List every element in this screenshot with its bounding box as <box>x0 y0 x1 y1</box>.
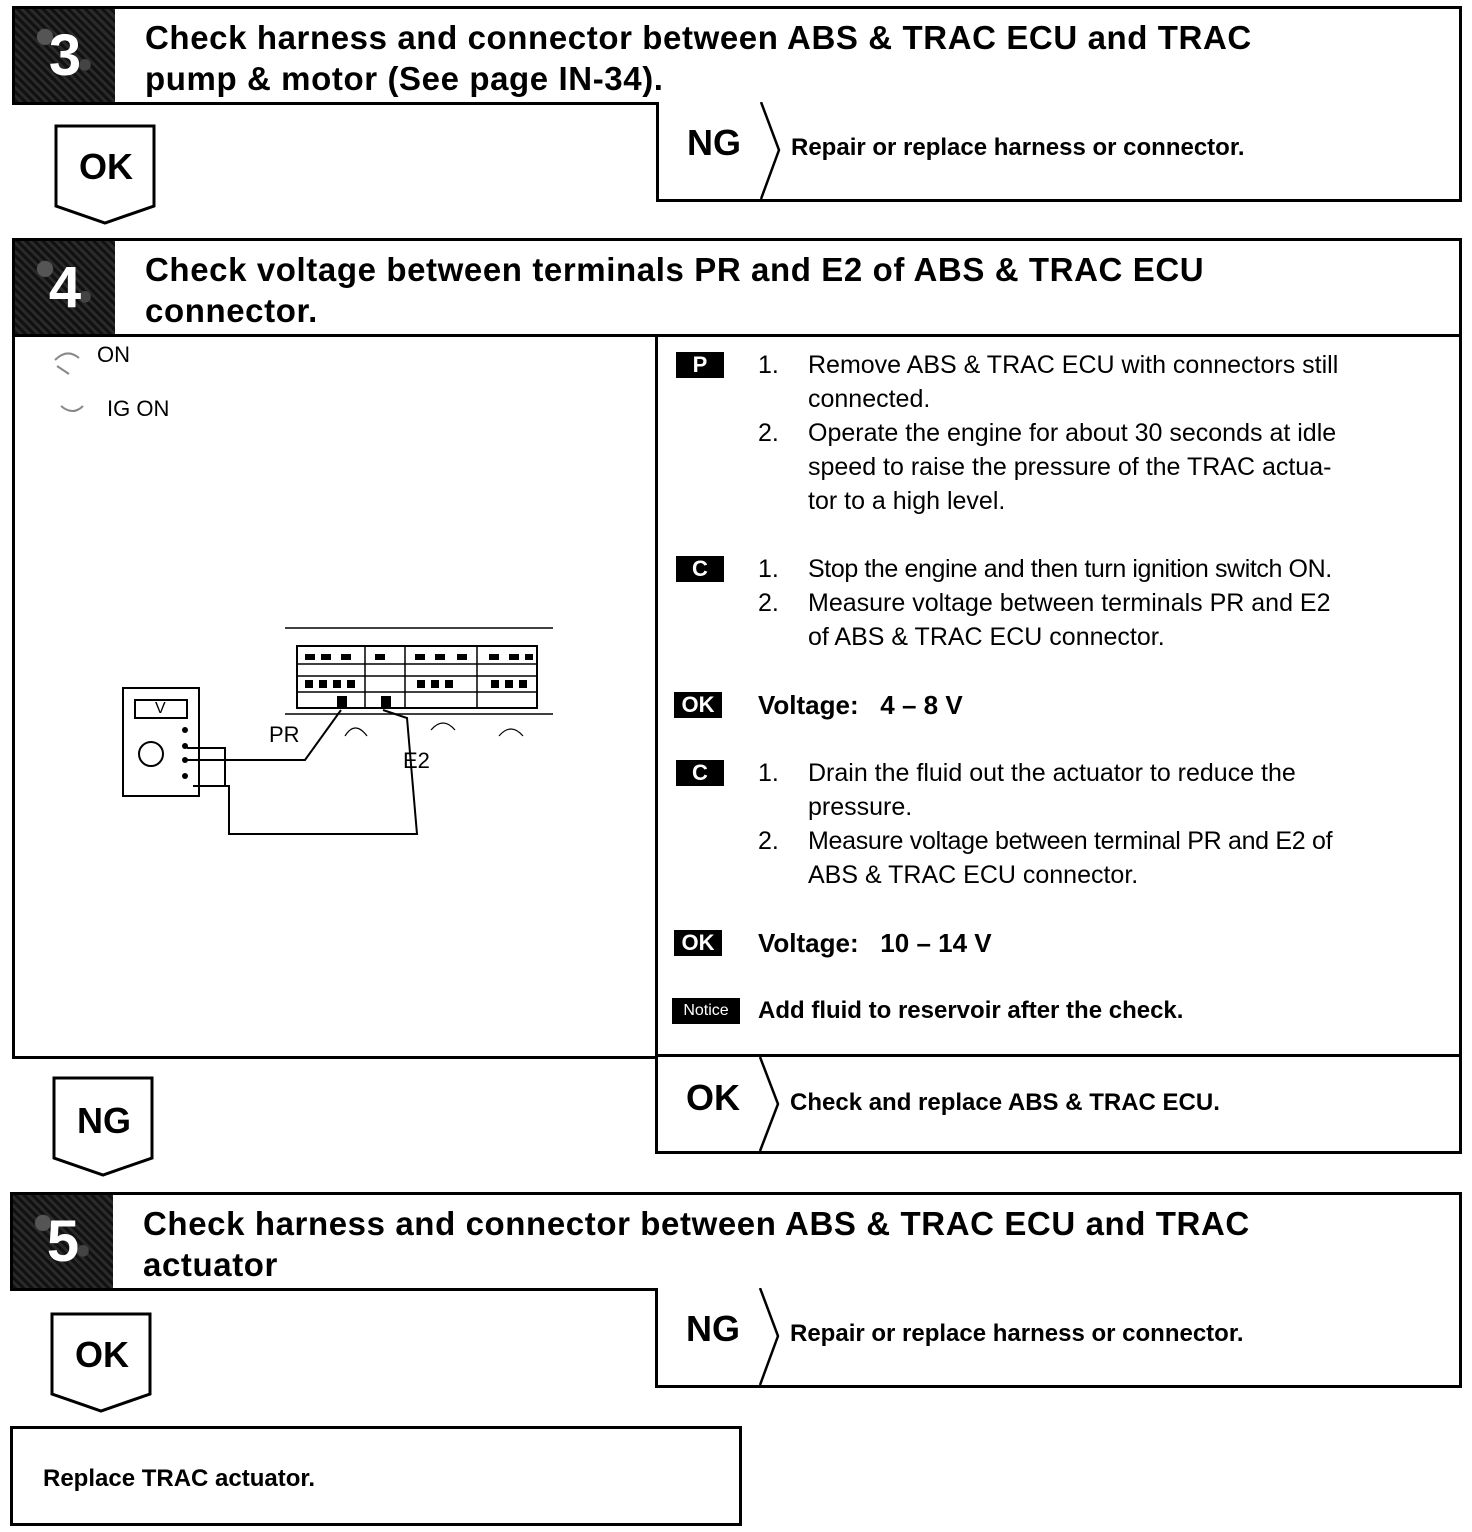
step5-ng-text: Repair or replace harness or connector. <box>790 1320 1244 1347</box>
step3-ng-box <box>656 102 1462 202</box>
step4-ok-chevron <box>758 1057 782 1151</box>
step4-diagram-panel <box>12 334 657 1059</box>
badge-c-2: C <box>676 760 724 786</box>
c2-item2-line2: ABS & TRAC ECU connector. <box>808 861 1139 889</box>
ecu-connector-diagram <box>105 614 565 844</box>
p-item2-line3: tor to a high level. <box>808 487 1006 515</box>
step5-ng-label: NG <box>686 1308 740 1349</box>
step5-ok-label: OK <box>75 1334 129 1375</box>
step4-ok-text: Check and replace ABS & TRAC ECU. <box>790 1089 1220 1116</box>
badge-notice: Notice <box>672 998 740 1024</box>
step3-number-badge: 3 <box>15 9 115 102</box>
badge-p: P <box>676 352 724 378</box>
diagram-e2-label: E2 <box>403 748 430 773</box>
diagram-on-label: ON <box>97 342 130 367</box>
badge-ok-2: OK <box>674 930 722 956</box>
c1-item1-num: 1. <box>758 555 779 583</box>
step5-header <box>10 1192 1462 1291</box>
notice-text: Add fluid to reservoir after the check. <box>758 997 1184 1024</box>
c1-item1-line1: Stop the engine and then turn ignition switch ON. <box>808 555 1332 583</box>
step5-title-line2: actuator <box>143 1246 278 1283</box>
meter-v-label: V <box>155 700 166 717</box>
c2-item1-line1: Drain the fluid out the actuator to reduce the <box>808 759 1296 787</box>
step4-ok-label: OK <box>686 1077 740 1118</box>
badge-c-1: C <box>676 556 724 582</box>
p-item2-line1: Operate the engine for about 30 seconds at idle <box>808 419 1337 447</box>
step3-title-line1: Check harness and connector between ABS & TRAC ECU and TRAC <box>145 19 1252 56</box>
final-action-text: Replace TRAC actuator. <box>43 1465 316 1492</box>
c1-item2-line2: of ABS & TRAC ECU connector. <box>808 623 1165 651</box>
step4-ng-label: NG <box>77 1100 131 1141</box>
step4-ok-box <box>655 1054 1462 1154</box>
p-item1-num: 1. <box>758 351 779 379</box>
step3-title-line2: pump & motor (See page IN-34). <box>145 60 664 97</box>
step5-ng-chevron <box>758 1288 782 1385</box>
c1-item2-num: 2. <box>758 589 779 617</box>
p-item1-line2: connected. <box>808 385 931 413</box>
step3-ng-label: NG <box>687 122 741 163</box>
c2-item2-line1: Measure voltage between terminal PR and E2 of <box>808 827 1333 855</box>
p-item2-num: 2. <box>758 419 779 447</box>
ok1-spec: Voltage: 4 – 8 V <box>758 690 963 720</box>
diagram-ig-on-label: IG ON <box>107 396 170 421</box>
badge-ok-1: OK <box>674 692 722 718</box>
p-item2-line2: speed to raise the pressure of the TRAC actua- <box>808 453 1332 481</box>
step3-ok-label: OK <box>79 146 133 187</box>
step5-title <box>143 1203 1419 1285</box>
step3-header <box>12 6 1462 105</box>
final-action-box <box>10 1426 742 1526</box>
step3-title <box>145 17 1419 99</box>
step4-title <box>145 249 1419 331</box>
step4-header <box>12 238 1462 337</box>
diagram-pr-label: PR <box>269 722 300 747</box>
step5-ng-box <box>655 1288 1462 1388</box>
step4-title-line2: connector. <box>145 292 318 329</box>
step4-number-badge: 4 <box>15 241 115 334</box>
step5-number-badge: 5 <box>13 1195 113 1288</box>
ignition-key-icon <box>49 344 89 414</box>
p-item1-line1: Remove ABS & TRAC ECU with connectors still <box>808 351 1339 379</box>
ok2-spec: Voltage: 10 – 14 V <box>758 928 992 958</box>
c2-item1-line2: pressure. <box>808 793 913 821</box>
step4-instructions-panel <box>655 334 1462 1056</box>
step4-title-line1: Check voltage between terminals PR and E2 of ABS & TRAC ECU <box>145 251 1205 288</box>
step5-title-line1: Check harness and connector between ABS & TRAC ECU and TRAC <box>143 1205 1250 1242</box>
c1-item2-line1: Measure voltage between terminals PR and E2 <box>808 589 1331 617</box>
c2-item1-num: 1. <box>758 759 779 787</box>
step3-ng-chevron <box>759 102 783 199</box>
step3-ng-text: Repair or replace harness or connector. <box>791 134 1245 161</box>
c2-item2-num: 2. <box>758 827 779 855</box>
